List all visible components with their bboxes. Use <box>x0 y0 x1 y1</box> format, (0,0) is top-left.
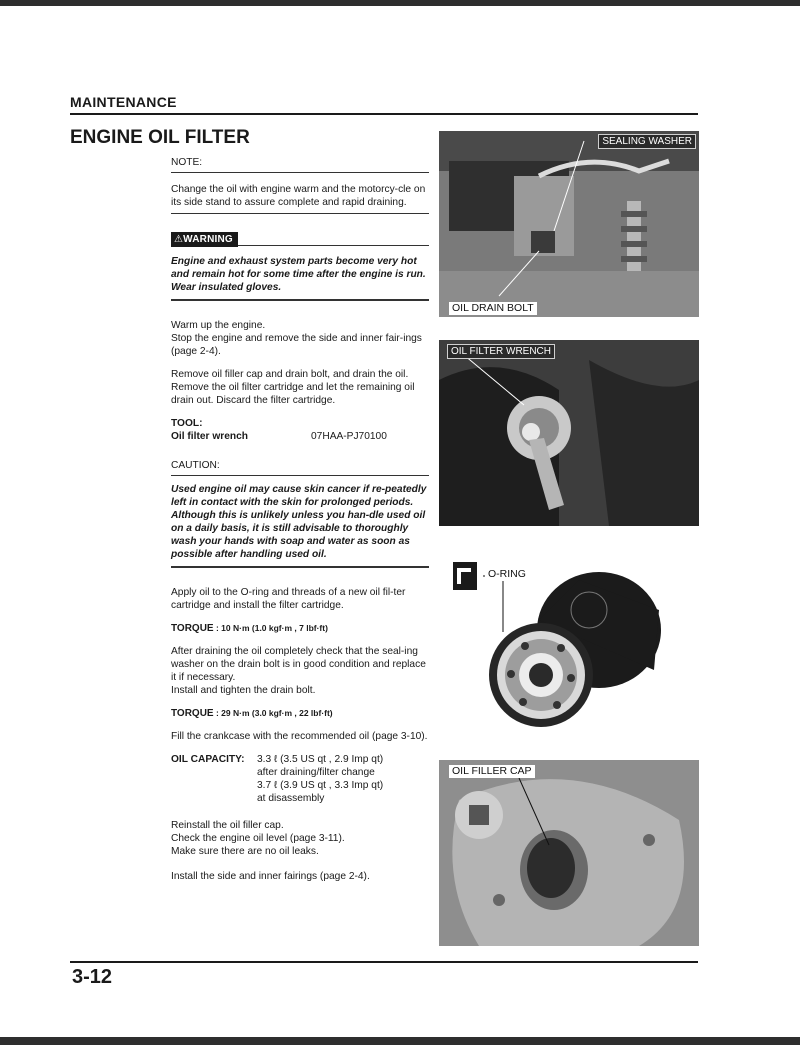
bottom-border <box>0 1037 800 1045</box>
footer-rule <box>70 961 698 963</box>
capacity-line-4: at disassembly <box>257 793 325 804</box>
step-warmup-1: Warm up the engine. <box>171 320 266 331</box>
drain-bolt-photo <box>439 131 699 317</box>
step-apply: Apply oil to the O-ring and threads of a new oil fil-ter cartridge and install the filter cartridge. <box>171 587 406 611</box>
figure-oil-filler-cap <box>439 760 699 946</box>
step-drain-1: Remove oil filler cap and drain bolt, and drain the oil. <box>171 369 409 380</box>
oil-capacity-label: OIL CAPACITY: <box>171 754 245 765</box>
step-fill: Fill the crankcase with the recommended oil (page 3-10). <box>171 731 428 742</box>
step-drain-2: Remove the oil filter cartridge and let the remaining oil drain out. Discard the filter cartridge. <box>171 382 415 406</box>
instruction-column <box>171 156 429 883</box>
page-title: ENGINE OIL FILTER <box>70 127 250 148</box>
capacity-line-1: 3.3 ℓ (3.5 US qt , 2.9 Imp qt) <box>257 754 384 765</box>
capacity-line-3: 3.7 ℓ (3.9 US qt , 3.3 Imp qt) <box>257 780 384 791</box>
oil-capacity-values <box>257 753 383 805</box>
label-oil-filler-cap: OIL FILLER CAP <box>449 765 535 778</box>
torque-filter-value: : 10 N·m (1.0 kgf·m , 7 lbf·ft) <box>215 623 328 633</box>
label-oil-filter-wrench: OIL FILTER WRENCH <box>447 344 555 359</box>
step-after-drain-1: After draining the oil completely check that the seal-ing washer on the drain bolt is in good condition and replace it if necessary. <box>171 646 426 683</box>
torque-filter <box>171 622 429 635</box>
filter-wrench-photo <box>439 340 699 526</box>
note-rule-top <box>171 172 429 173</box>
page-number: 3-12 <box>72 966 113 988</box>
oil-filter-cartridge-drawing <box>439 550 699 735</box>
step-reinstall-3: Make sure there are no oil leaks. <box>171 846 319 857</box>
torque-drain-value: : 29 N·m (3.0 kgf·m , 22 lbf·ft) <box>215 708 333 718</box>
figure-drain-bolt <box>439 131 699 317</box>
caution-label: CAUTION: <box>171 460 220 471</box>
filler-cap-photo <box>439 760 699 946</box>
oil-capacity <box>171 753 429 805</box>
torque-filter-label: TORQUE <box>171 623 214 634</box>
torque-drain-label: TORQUE <box>171 708 214 719</box>
step-final: Install the side and inner fairings (page 2-4). <box>171 871 370 882</box>
caution-text: Used engine oil may cause skin cancer if re-peatedly left in contact with the skin for prolonged periods. Although this is unlikely unless you han-dle used oil on a daily basis, it is still advisable to thoroughly wash your hands with soap and water as soon as possible after handling used oil. <box>171 484 427 560</box>
figure-o-ring <box>439 550 699 735</box>
note-text: Change the oil with engine warm and the motorcy-cle on its side stand to assure complete and rapid draining. <box>171 184 426 208</box>
figure-oil-filter-wrench <box>439 340 699 526</box>
warning-rule <box>238 245 429 246</box>
caution-rule-bottom <box>171 566 429 568</box>
tool-label: TOOL: <box>171 418 203 429</box>
note-label: NOTE: <box>171 157 203 168</box>
label-sealing-washer: SEALING WASHER <box>598 134 696 149</box>
caution-rule-top <box>171 475 429 476</box>
label-oil-drain-bolt: OIL DRAIN BOLT <box>449 302 537 315</box>
warning-header <box>171 214 429 247</box>
tool-name: Oil filter wrench <box>171 431 248 442</box>
tool-part-number: 07HAA-PJ70100 <box>311 431 387 442</box>
torque-drain-bolt <box>171 707 429 720</box>
step-reinstall-2: Check the engine oil level (page 3-11). <box>171 833 345 844</box>
step-after-drain-2: Install and tighten the drain bolt. <box>171 685 316 696</box>
warning-badge: ⚠WARNING <box>171 232 238 247</box>
label-o-ring: O-RING <box>485 568 529 581</box>
capacity-line-2: after draining/filter change <box>257 767 375 778</box>
step-reinstall-1: Reinstall the oil filler cap. <box>171 820 284 831</box>
warning-text: Engine and exhaust system parts become very hot and remain hot for some time after the engine is run. Wear insulated gloves. <box>171 256 426 293</box>
tool-row <box>171 430 429 443</box>
warning-rule-bottom <box>171 299 429 301</box>
header-rule <box>70 113 698 115</box>
section-header: MAINTENANCE <box>70 94 177 110</box>
top-border <box>0 0 800 6</box>
step-warmup-2: Stop the engine and remove the side and inner fair-ings (page 2-4). <box>171 333 422 357</box>
